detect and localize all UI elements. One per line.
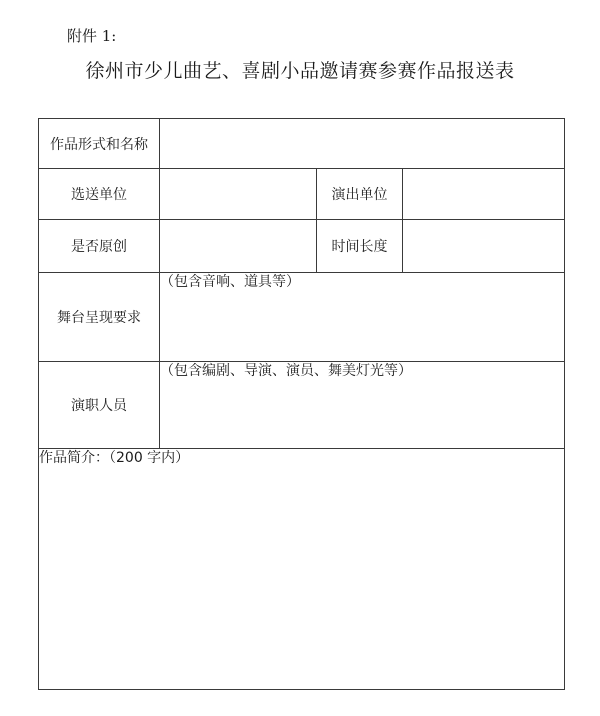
row-summary — [39, 449, 565, 690]
original-label: 是否原创 — [39, 220, 160, 273]
stage-requirements-label: 舞台呈现要求 — [39, 273, 160, 362]
stage-requirements-hint: （包含音响、道具等） — [160, 274, 300, 290]
summary-field[interactable] — [39, 449, 565, 690]
duration-label: 时间长度 — [317, 220, 403, 273]
staff-label: 演职人员 — [39, 362, 160, 449]
row-staff — [39, 362, 565, 449]
row-stage-requirements — [39, 273, 565, 362]
stage-requirements-field[interactable] — [160, 273, 565, 362]
staff-hint: （包含编剧、导演、演员、舞美灯光等） — [160, 363, 412, 379]
summary-label: 作品简介：（200 字内） — [39, 450, 190, 466]
row-original-duration — [39, 220, 565, 273]
submission-form-table — [38, 118, 565, 690]
submitting-unit-field[interactable] — [160, 169, 317, 220]
attachment-label: 附件 1: — [67, 27, 117, 45]
submitting-unit-label: 选送单位 — [39, 169, 160, 220]
work-form-name-label: 作品形式和名称 — [39, 119, 160, 169]
work-form-name-field[interactable] — [160, 119, 565, 169]
row-units — [39, 169, 565, 220]
form-title: 徐州市少儿曲艺、喜剧小品邀请赛参赛作品报送表 — [85, 60, 515, 82]
original-field[interactable] — [160, 220, 317, 273]
performing-unit-label: 演出单位 — [317, 169, 403, 220]
performing-unit-field[interactable] — [403, 169, 565, 220]
row-work-form-name — [39, 119, 565, 169]
staff-field[interactable] — [160, 362, 565, 449]
duration-field[interactable] — [403, 220, 565, 273]
